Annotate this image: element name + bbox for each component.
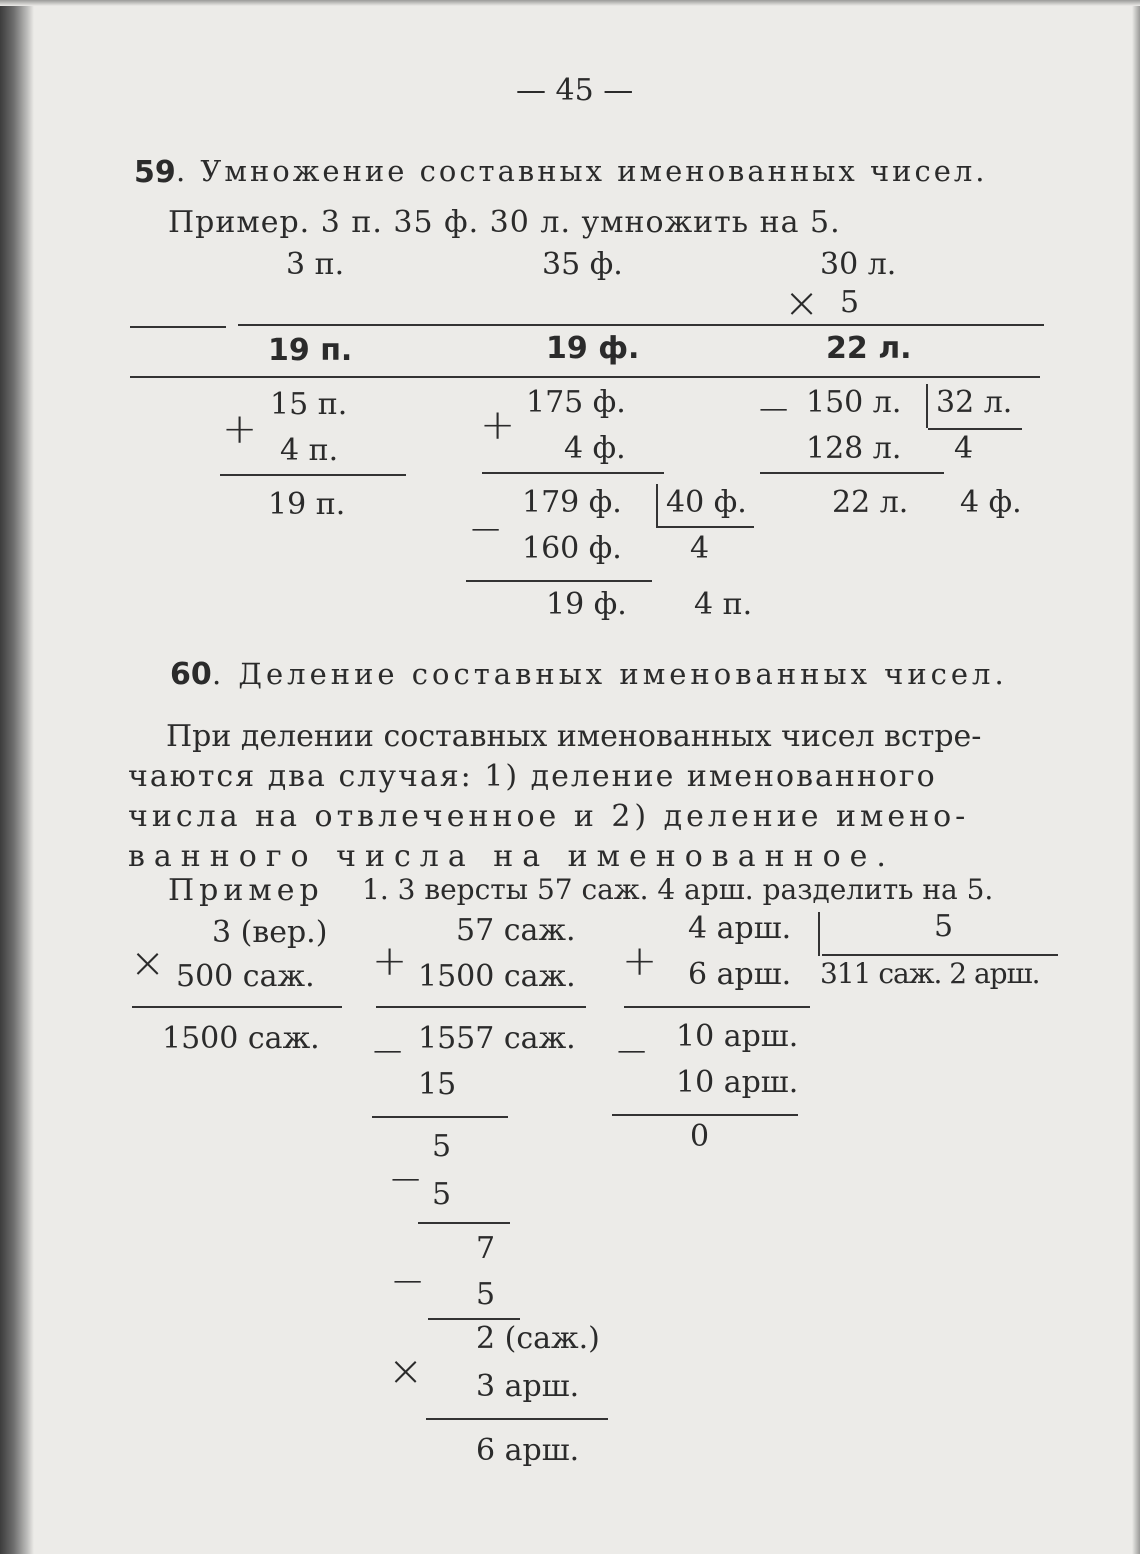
rule bbox=[132, 1006, 342, 1008]
rule bbox=[928, 428, 1022, 430]
factor: 3 арш. bbox=[476, 1369, 580, 1404]
addend: 4 ф. bbox=[564, 431, 626, 466]
multiplier: 5 bbox=[840, 285, 860, 320]
minus-sign: − bbox=[756, 384, 792, 433]
minus-sign: − bbox=[614, 1026, 650, 1075]
subtrahend: 5 bbox=[476, 1277, 496, 1312]
dividend: 1557 саж. bbox=[418, 1021, 576, 1056]
rule bbox=[482, 472, 664, 474]
remainder: 0 bbox=[690, 1119, 710, 1154]
result-pounds: 19 ф. bbox=[546, 331, 640, 366]
rule bbox=[612, 1114, 798, 1116]
subtrahend: 15 bbox=[418, 1067, 457, 1102]
subtrahend: 160 ф. bbox=[522, 531, 622, 566]
page-edge-top bbox=[0, 0, 1140, 6]
rule bbox=[428, 1318, 520, 1320]
dividend: 10 арш. bbox=[676, 1019, 799, 1054]
division-bar bbox=[656, 484, 658, 528]
subtrahend: 5 bbox=[432, 1177, 452, 1212]
plus-sign: + bbox=[222, 404, 258, 453]
minus-sign: − bbox=[370, 1026, 406, 1075]
plus-sign: + bbox=[480, 400, 516, 449]
sum: 19 п. bbox=[268, 487, 346, 522]
rule bbox=[624, 1006, 810, 1008]
minus-sign: − bbox=[388, 1154, 424, 1203]
rule bbox=[418, 1222, 510, 1224]
page-number: — 45 — bbox=[516, 73, 634, 108]
plus-sign: + bbox=[622, 936, 658, 985]
result-poods: 19 п. bbox=[268, 333, 353, 368]
rule bbox=[130, 326, 226, 328]
minus-sign: − bbox=[468, 504, 504, 553]
addend: 15 п. bbox=[270, 387, 348, 422]
quotient: 4 bbox=[954, 431, 974, 466]
multiply-sign: × bbox=[130, 938, 166, 987]
remainder: 5 bbox=[432, 1129, 452, 1164]
rule bbox=[466, 580, 652, 582]
remainder: 22 л. bbox=[832, 485, 909, 520]
mult-header-poods: 3 п. bbox=[286, 247, 345, 282]
rule bbox=[658, 526, 754, 528]
addend: 175 ф. bbox=[526, 385, 626, 420]
remainder: 7 bbox=[476, 1231, 496, 1266]
remainder: 19 ф. bbox=[546, 587, 627, 622]
paragraph-line: ванного числа на именованное. bbox=[128, 839, 895, 874]
rule bbox=[130, 376, 1040, 378]
divisor: 40 ф. bbox=[666, 485, 747, 520]
mult-header-pounds: 35 ф. bbox=[542, 247, 623, 282]
paragraph-line: чаются два случая: 1) деление именованного bbox=[128, 759, 937, 794]
example-60-text: 1. 3 версты 57 саж. 4 арш. разделить на 5. bbox=[362, 873, 994, 906]
product: 6 арш. bbox=[476, 1433, 580, 1468]
quotient: 4 bbox=[690, 531, 710, 566]
rule bbox=[372, 1116, 508, 1118]
addend: 4 арш. bbox=[688, 911, 792, 946]
quotient: 311 саж. 2 арш. bbox=[820, 957, 1040, 990]
subtrahend: 10 арш. bbox=[676, 1065, 799, 1100]
section-59-title: . Умножение составных именованных чисел. bbox=[176, 154, 988, 188]
product: 1500 саж. bbox=[162, 1021, 320, 1056]
section-60-title: . Деление составных именованных чисел. bbox=[212, 657, 1008, 691]
paragraph-line: При делении составных именованных чисел встре- bbox=[166, 719, 982, 754]
addend: 4 п. bbox=[280, 433, 339, 468]
division-bar bbox=[926, 384, 928, 428]
addend: 57 саж. bbox=[456, 913, 576, 948]
mult-header-lots: 30 л. bbox=[820, 247, 897, 282]
example-59: Пример. 3 п. 35 ф. 30 л. умножить на 5. bbox=[168, 205, 841, 240]
addend: 6 арш. bbox=[688, 957, 792, 992]
rule bbox=[376, 1006, 586, 1008]
plus-sign: + bbox=[372, 936, 408, 985]
divisor: 32 л. bbox=[936, 385, 1013, 420]
dividend: 150 л. bbox=[806, 385, 902, 420]
paragraph-line: числа на отвлеченное и 2) деление имено- bbox=[128, 799, 970, 834]
remainder: 2 (саж.) bbox=[476, 1321, 600, 1356]
multiply-sign: × bbox=[784, 278, 820, 327]
multiply-sign: × bbox=[388, 1346, 424, 1395]
result-lots: 22 л. bbox=[826, 331, 912, 366]
example-60-label: Пример bbox=[168, 873, 324, 908]
page-edge bbox=[1132, 0, 1140, 1554]
rule bbox=[760, 472, 944, 474]
rule bbox=[426, 1418, 608, 1420]
dividend: 179 ф. bbox=[522, 485, 622, 520]
page-binding-shadow bbox=[0, 0, 34, 1554]
carry: 4 п. bbox=[694, 587, 753, 622]
addend: 1500 саж. bbox=[418, 959, 576, 994]
factor: 500 саж. bbox=[176, 959, 315, 994]
section-60-number: 60 bbox=[170, 657, 212, 692]
versts: 3 (вер.) bbox=[212, 915, 328, 950]
divisor: 5 bbox=[934, 909, 954, 944]
rule bbox=[238, 324, 1044, 326]
subtrahend: 128 л. bbox=[806, 431, 902, 466]
rule bbox=[822, 954, 1058, 956]
division-bar bbox=[818, 912, 820, 956]
carry: 4 ф. bbox=[960, 485, 1022, 520]
section-59-number: 59 bbox=[134, 155, 176, 190]
rule bbox=[220, 474, 406, 476]
minus-sign: − bbox=[390, 1256, 426, 1305]
